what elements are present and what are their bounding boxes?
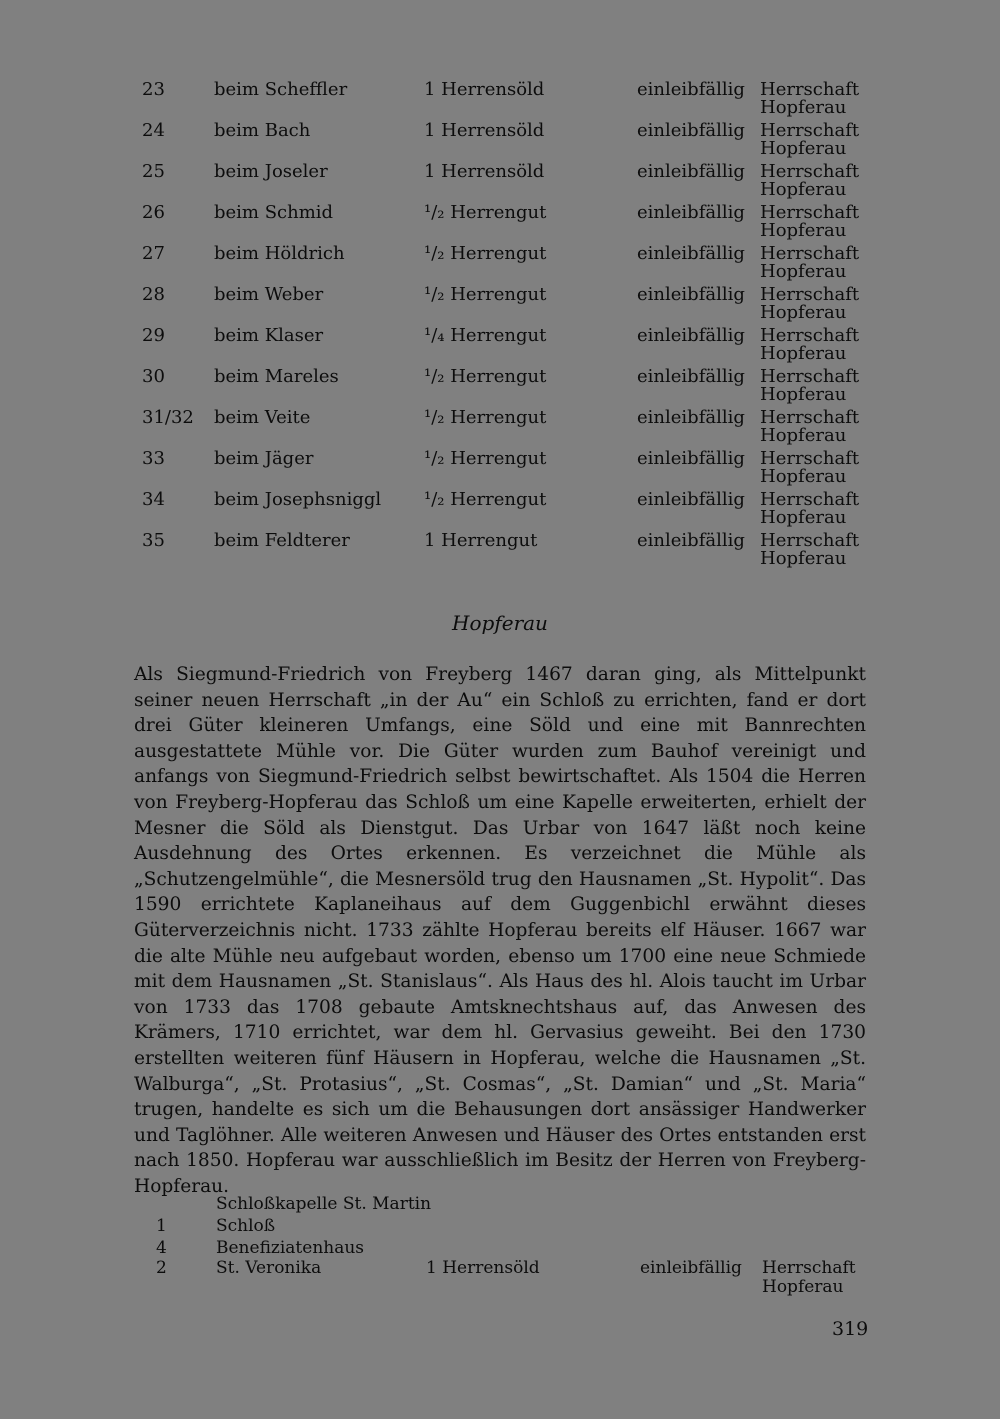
table-row [0,80,1000,121]
row-number: 31/32 [142,407,194,428]
tenure-status: einleibfällig [637,120,745,141]
owner: Herrschaft [762,1258,856,1278]
owner: Herrschaft [760,530,860,551]
owner-place: Hopferau [762,1277,844,1297]
row-number: 33 [142,448,165,469]
tenure-status: einleibfällig [637,530,745,551]
row-number: 23 [142,79,165,100]
owner-place: Hopferau [760,97,847,118]
tenure-status: einleibfällig [637,284,745,305]
owner-place: Hopferau [760,220,847,241]
house-name: beim Feldterer [214,530,350,551]
table-row [0,490,1000,531]
row-number: 2 [156,1258,167,1278]
property-share: ¹/₂ Herrengut [424,284,547,305]
property-share: 1 Herrengut [424,530,538,551]
house-name: beim Josephsniggl [214,489,382,510]
owner-place: Hopferau [760,179,847,200]
house-name: beim Scheffler [214,79,348,100]
property-share: 1 Herrensöld [424,120,545,141]
property-share: ¹/₂ Herrengut [424,366,547,387]
row-number: 29 [142,325,165,346]
page-number: 319 [832,1318,869,1340]
row-number: 26 [142,202,165,223]
owner-place: Hopferau [760,302,847,323]
house-name: beim Schmid [214,202,334,223]
tenure-status: einleibfällig [637,202,745,223]
house-name: beim Höldrich [214,243,345,264]
owner: Herrschaft [760,489,860,510]
owner-place: Hopferau [760,466,847,487]
owner: Herrschaft [760,284,860,305]
section-heading: Hopferau [452,611,548,635]
table-row [0,244,1000,285]
row-number: 4 [156,1238,167,1258]
tenure-status: einleibfällig [637,489,745,510]
owner: Herrschaft [760,161,860,182]
house-name: beim Bach [214,120,311,141]
owner: Herrschaft [760,243,860,264]
row-number: 27 [142,243,165,264]
owner: Herrschaft [760,202,860,223]
table-row [0,326,1000,367]
owner: Herrschaft [760,407,860,428]
tenure-status: einleibfällig [637,407,745,428]
owner-place: Hopferau [760,138,847,159]
house-name: beim Veite [214,407,311,428]
house-name: beim Jäger [214,448,314,469]
property-share: ¹/₂ Herrengut [424,489,547,510]
table-row [0,162,1000,203]
owner-place: Hopferau [760,343,847,364]
property-share: ¹/₄ Herrengut [424,325,547,346]
property-share: ¹/₂ Herrengut [424,243,547,264]
house-name: beim Joseler [214,161,328,182]
house-name: beim Mareles [214,366,339,387]
owner: Herrschaft [760,79,860,100]
property-share: 1 Herrensöld [426,1258,540,1278]
row-number: 30 [142,366,165,387]
owner: Herrschaft [760,366,860,387]
owner: Herrschaft [760,448,860,469]
property-share: ¹/₂ Herrengut [424,407,547,428]
table-row [0,203,1000,244]
owner: Herrschaft [760,120,860,141]
owner-place: Hopferau [760,384,847,405]
house-name: beim Klaser [214,325,324,346]
row-number: 28 [142,284,165,305]
table-row [0,449,1000,490]
house-name: beim Weber [214,284,324,305]
owner: Herrschaft [760,325,860,346]
row-number: 24 [142,120,165,141]
owner-place: Hopferau [760,507,847,528]
row-number: 1 [156,1216,167,1236]
property-share: 1 Herrensöld [424,161,545,182]
tenure-status: einleibfällig [637,448,745,469]
tenure-status: einleibfällig [637,243,745,264]
owner-place: Hopferau [760,261,847,282]
table-row [0,285,1000,326]
table-row [0,408,1000,449]
property-share: ¹/₂ Herrengut [424,202,547,223]
row-number: 25 [142,161,165,182]
property-share: 1 Herrensöld [424,79,545,100]
history-paragraph: Als Siegmund-Friedrich von Freyberg 1467 daran ging, als Mittelpunkt seiner neuen Herrschaft „in der Au“ ein Schloß zu errichten, fand er dort drei Güter kleineren Umfangs, eine Söld und eine mit Bannrechten ausgestattete Mühle vor. Die Güter wurden zum Bauhof vereinigt und anfangs von Siegmund-Friedrich selbst bewirtschaftet. Als 1504 die Herren von Freyberg-Hopferau das Schloß um eine Kapelle erweiterten, erhielt der Mesner die Söld als Dienstgut. Das Urbar von 1647 läßt noch keine Ausdehnung des Ortes erkennen. Es verzeichnet die Mühle als „Schutzengelmühle“, die Mesnersöld trug den Hausnamen „St. Hypolit“. Das 1590 errichtete Kaplaneihaus auf dem Guggenbichl erwähnt dieses Güterverzeichnis nicht. 1733 zählte Hopferau bereits elf Häuser. 1667 war die alte Mühle neu aufgebaut worden, ebenso um 1700 eine neue Schmiede mit dem Hausnamen „St. Stanislaus“. Als Haus des hl. Alois taucht im Urbar von 1733 das 1708 gebaute Amtsknechtshaus auf, das Anwesen des Krämers, 1710 errichtet, war dem hl. Gervasius geweiht. Bei den 1730 erstellten weiteren fünf Häusern in Hopferau, welche die Hausnamen „St. Walburga“, „St. Protasius“, „St. Cosmas“, „St. Damian“ und „St. Maria“ trugen, handelte es sich um die Behausungen dort ansässiger Handwerker und Taglöhner. Alle weiteren Anwesen und Häuser des Ortes entstanden erst nach 1850. Hopferau war ausschließlich im Besitz der Herren von Freyberg-Hopferau. [134,664,866,1197]
tenure-status: einleibfällig [637,79,745,100]
tenure-status: einleibfällig [640,1258,742,1278]
owner-place: Hopferau [760,425,847,446]
house-name: St. Veronika [216,1258,322,1278]
table-row [0,121,1000,162]
tenure-status: einleibfällig [637,366,745,387]
row-number: 35 [142,530,165,551]
property-share: ¹/₂ Herrengut [424,448,547,469]
table-row [0,367,1000,408]
tenure-status: einleibfällig [637,325,745,346]
house-name: Schloß [216,1216,276,1236]
house-name: Benefiziatenhaus [216,1238,365,1258]
house-name: Schloßkapelle St. Martin [216,1194,432,1214]
table-row [0,531,1000,572]
row-number: 34 [142,489,165,510]
owner-place: Hopferau [760,548,847,569]
tenure-status: einleibfällig [637,161,745,182]
